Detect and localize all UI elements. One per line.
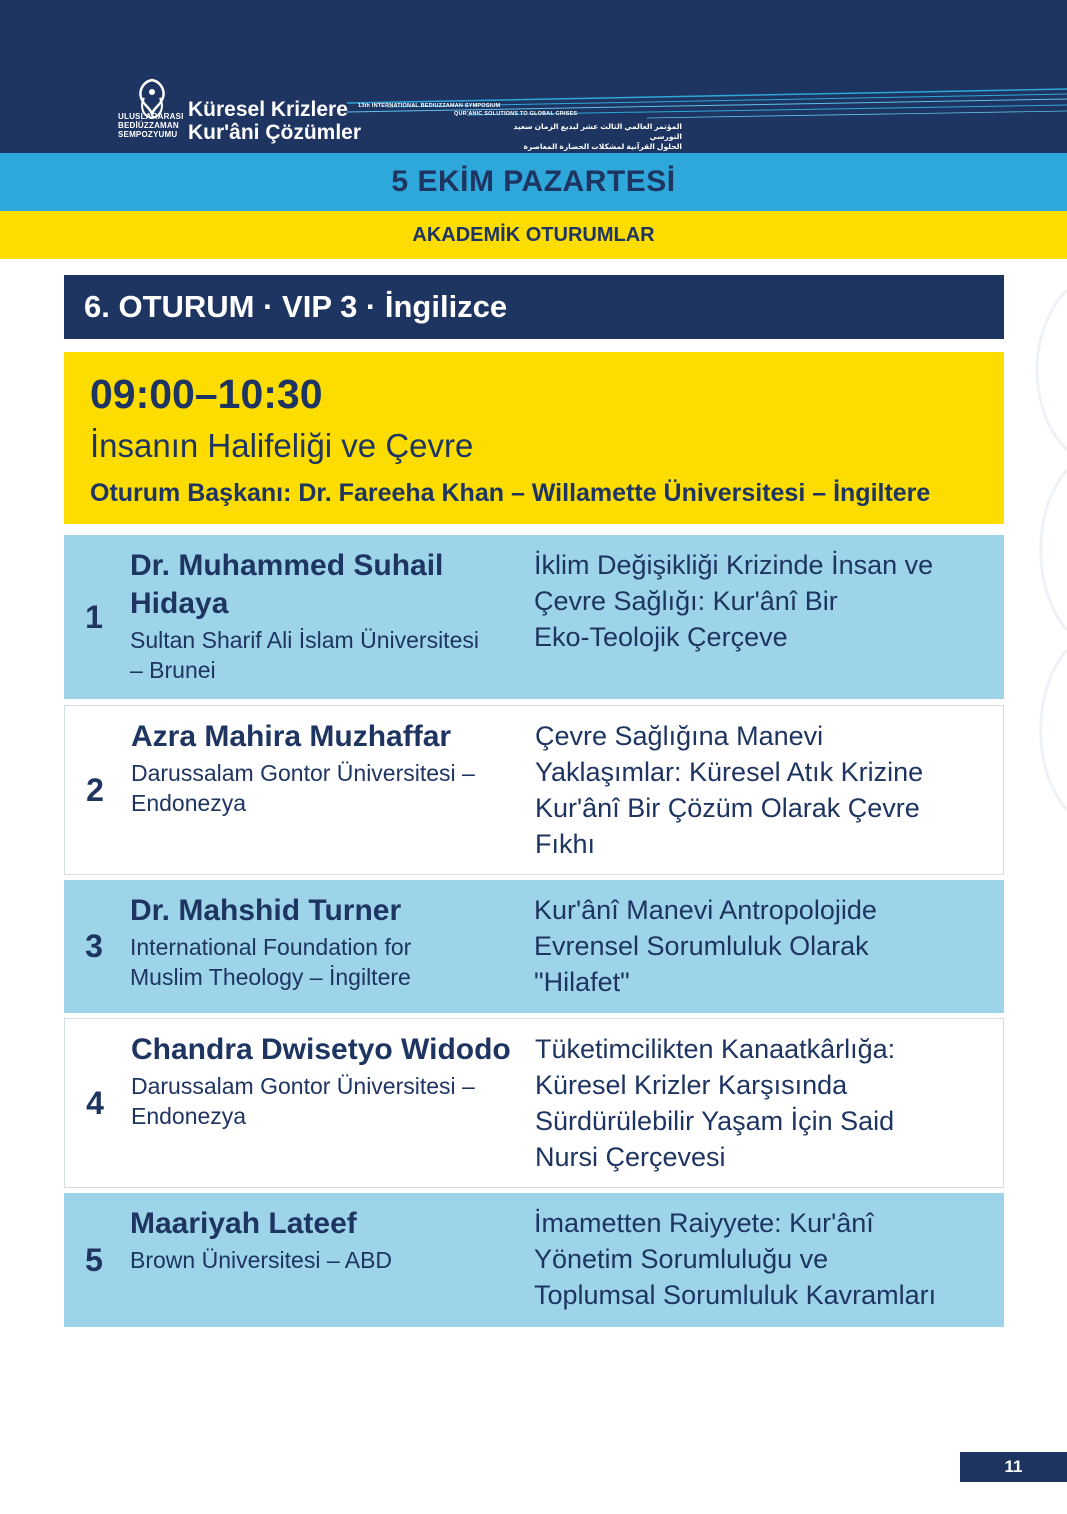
- page-header: [0, 0, 1067, 153]
- presentation-title-line: Sürdürülebilir Yaşam İçin Said: [535, 1106, 895, 1136]
- presentation-title-line: İklim Değişikliği Krizinde İnsan ve: [534, 550, 934, 580]
- presentation-number: 4: [86, 1084, 104, 1121]
- presenter-name-line: Dr. Mahshid Turner: [130, 894, 402, 927]
- session-time: 09:00–10:30: [90, 371, 323, 417]
- presentation-title: [535, 1031, 995, 1175]
- presenter-info: [131, 1031, 521, 1131]
- presenter-name: [131, 718, 521, 756]
- presenter-affiliation: [130, 625, 520, 685]
- session-heading: 6. OTURUM · VIP 3 · İngilizce: [84, 289, 508, 324]
- presentation-title: [534, 1205, 994, 1313]
- day-label: 5 EKİM PAZARTESİ: [391, 165, 676, 198]
- presentation-row: [64, 880, 1004, 1013]
- presentation-title-line: Çevre Sağlığı: Kur'ânî Bir: [534, 586, 838, 616]
- section-label: AKADEMİK OTURUMLAR: [412, 223, 655, 246]
- presenter-name: [130, 1205, 520, 1243]
- presenter-name: [131, 1031, 521, 1069]
- english-tagline: [358, 102, 577, 118]
- presenter-affiliation: [130, 932, 520, 992]
- presentation-title-line: Yaklaşımlar: Küresel Atık Krizine: [535, 757, 924, 787]
- presenter-affiliation: [130, 1245, 520, 1275]
- day-banner: [0, 153, 1067, 211]
- presenter-info: [130, 1205, 520, 1275]
- section-banner: [0, 211, 1067, 259]
- logo-subtitle-line: BEDİÜZZAMAN: [118, 121, 179, 130]
- logo-subtitle-line: SEMPOZYUMU: [118, 130, 178, 139]
- arabic-tagline-line: الحلول القرآنية لمشكلات الحضارة المعاصرة: [523, 142, 682, 151]
- presenter-name: [130, 547, 520, 623]
- presenter-info: [131, 718, 521, 818]
- presentation-title: [535, 718, 995, 862]
- presenter-affiliation-line: Endonezya: [131, 1103, 247, 1129]
- english-tagline-line: QUR'ANIC SOLUTIONS TO GLOBAL CRISES: [454, 111, 578, 117]
- presentation-title-line: Fıkhı: [535, 829, 596, 859]
- presenter-info: [130, 547, 520, 685]
- presentation-title-line: Yönetim Sorumluluğu ve: [534, 1244, 829, 1274]
- presentation-number: 2: [86, 771, 104, 808]
- presenter-affiliation-line: Brown Üniversitesi – ABD: [130, 1247, 393, 1273]
- presentation-row: [64, 1018, 1004, 1188]
- presentation-title-line: Eko-Teolojik Çerçeve: [534, 622, 788, 652]
- presenter-name-line: Chandra Dwisetyo Widodo: [131, 1033, 511, 1066]
- logo-subtitle-line: ULUSLARARASI: [118, 112, 184, 121]
- english-tagline-line: 13th INTERNATIONAL BEDIUZZAMAN SYMPOSIUM: [358, 103, 501, 109]
- presentation-title-line: Kur'ânî Bir Çözüm Olarak Çevre: [535, 793, 920, 823]
- presentation-title-line: Çevre Sağlığına Manevi: [535, 721, 824, 751]
- presentation-title-line: Kur'ânî Manevi Antropolojide: [534, 895, 877, 925]
- presentation-title: [534, 547, 994, 655]
- presentation-title-line: Toplumsal Sorumluluk Kavramları: [534, 1280, 937, 1310]
- presenter-name-line: Hidaya: [130, 587, 229, 620]
- presenter-info: [130, 892, 520, 992]
- logo-title-line: Küresel Krizlere: [188, 98, 348, 121]
- presentation-title-line: "Hilafet": [534, 967, 630, 997]
- presentation-title-line: Evrensel Sorumluluk Olarak: [534, 931, 869, 961]
- presentation-title-line: Nursi Çerçevesi: [535, 1142, 726, 1172]
- presenter-affiliation-line: Darussalam Gontor Üniversitesi –: [131, 1073, 475, 1099]
- presentation-number: 5: [85, 1241, 103, 1278]
- presenter-affiliation-line: Endonezya: [131, 790, 247, 816]
- page-number: 11: [1004, 1457, 1023, 1476]
- presentation-number: 3: [85, 928, 103, 964]
- session-info-box: [64, 352, 1004, 524]
- presenter-name-line: Dr. Muhammed Suhail: [130, 549, 444, 582]
- presenter-affiliation: [131, 1071, 521, 1131]
- presentation-title-line: İmametten Raiyyete: Kur'ânî: [534, 1208, 874, 1238]
- presentation-number: 1: [85, 598, 103, 635]
- presenter-affiliation-line: Sultan Sharif Ali İslam Üniversitesi: [130, 627, 479, 653]
- side-decorative-pattern: [1007, 270, 1067, 830]
- arabic-tagline-line: المؤتمر العالمي الثالث عشر لبديع الزمان سعيد النورسي: [513, 122, 682, 141]
- session-chair: Oturum Başkanı: Dr. Fareeha Khan – Willamette Üniversitesi – İngiltere: [90, 479, 931, 507]
- logo-title-line: Kur'âni Çözümler: [188, 121, 362, 144]
- presenter-affiliation: [131, 758, 521, 818]
- session-title: İnsanın Halifeliği ve Çevre: [90, 427, 474, 464]
- presenter-affiliation-line: Muslim Theology – İngiltere: [130, 964, 411, 990]
- presenter-affiliation-line: – Brunei: [130, 657, 216, 683]
- presenter-name-line: Maariyah Lateef: [130, 1207, 357, 1240]
- arabic-tagline: [490, 122, 682, 152]
- logo-subtitle: [118, 112, 188, 139]
- presenter-name-line: Azra Mahira Muzhaffar: [131, 720, 452, 753]
- presentation-title-line: Tüketimcilikten Kanaatkârlığa:: [535, 1034, 896, 1064]
- logo-title: [188, 98, 361, 144]
- presentation-row: [64, 535, 1004, 699]
- session-heading-bar: [64, 275, 1004, 339]
- presenter-name: [130, 892, 520, 930]
- presentation-row: [64, 705, 1004, 875]
- presentation-title-line: Küresel Krizler Karşısında: [535, 1070, 848, 1100]
- page-number-tab: [960, 1452, 1067, 1482]
- presenter-affiliation-line: International Foundation for: [130, 934, 412, 960]
- presentation-row: [64, 1193, 1004, 1327]
- presentation-title: [534, 892, 994, 1000]
- presenter-affiliation-line: Darussalam Gontor Üniversitesi –: [131, 760, 475, 786]
